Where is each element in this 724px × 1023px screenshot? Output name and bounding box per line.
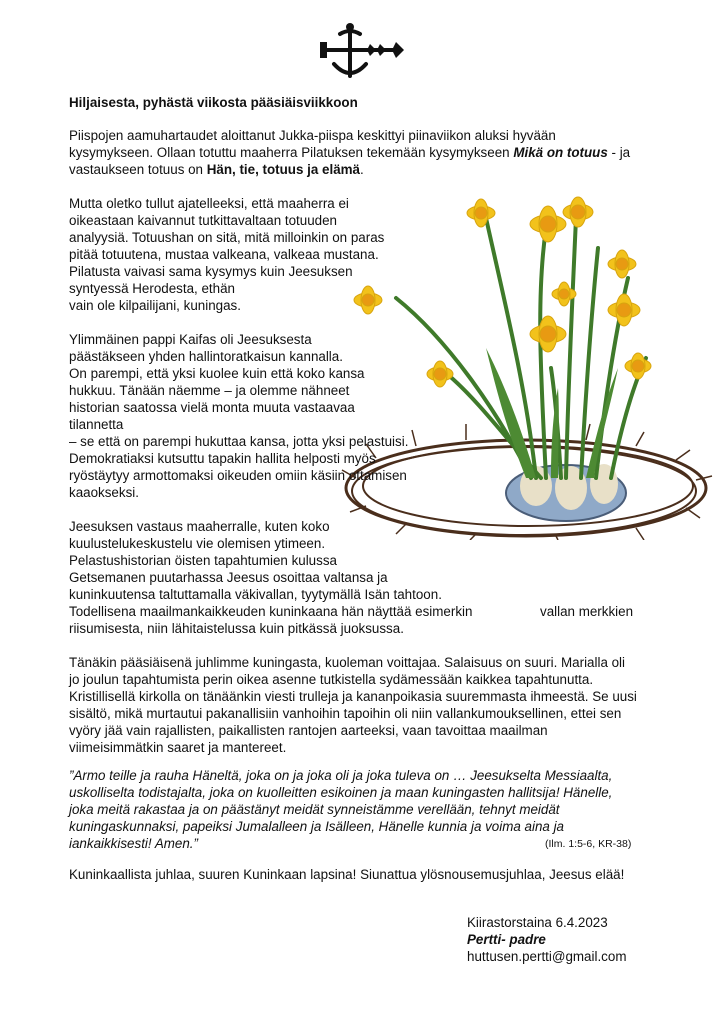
paragraph-5-line: jo joulun tapahtumista perin oikea asenne tutkistella sydämessään kaikkea tapahtunutta. <box>69 672 594 687</box>
article-title: Hiljaisesta, pyhästä viikosta pääsiäisviikkoon <box>69 95 358 110</box>
cross-anchor-logo-icon <box>320 22 404 82</box>
paragraph-3-line: Demokratiaksi kutsuttu tapakin hallita helposti myös <box>69 451 376 466</box>
paragraph-2-line: Pilatusta vaivasi sama kysymys kuin Jeesuksen <box>69 264 353 279</box>
paragraph-2-line: analyysiä. Totuushan on sitä, mitä milloinkin on paras <box>69 230 385 245</box>
paragraph-1-line: vastaukseen totuus on Hän, tie, totuus ja elämä. <box>69 162 364 177</box>
paragraph-2-line: pitää totuutena, mustaa valkeana, valkeaa mustana. <box>69 247 379 262</box>
question-emphasis: Mikä on totuus <box>513 145 608 160</box>
paragraph-4-line: kuulustelukeskustelu vie olemisen ytimeen. <box>69 536 326 551</box>
paragraph-3-line: hukkuu. Tänään näemme – ja olemme nähneet <box>69 383 350 398</box>
paragraph-5-line: Kristillisellä kirkolla on tänäänkin viesti trulleja ja kananpoikasia suuremmasta ihmeestä. Se uusi <box>69 689 637 704</box>
scripture-reference: (Ilm. 1:5-6, KR-38) <box>545 838 632 850</box>
paragraph-5-line: viimeisimmätkin saaret ja mantereet. <box>69 740 287 755</box>
paragraph-2-line: oikeastaan kaivannut tutkittavaltaan totuuden <box>69 213 338 228</box>
paragraph-4-line: Jeesuksen vastaus maaherralle, kuten koko <box>69 519 330 534</box>
paragraph-3-line: historian saatossa vielä monta muuta vastaavaa <box>69 400 355 415</box>
paragraph-4-line: Todellisena maailmankaikkeuden kuninkaana hän näyttää esimerkin <box>69 604 473 619</box>
scripture-quote-line: iankaikkisesti! Amen.” <box>69 836 198 851</box>
daffodil-flower-icon <box>608 294 640 326</box>
daffodil-flower-icon <box>530 316 566 352</box>
paragraph-5-line: sisältö, mikä murtautui pakanallisiin vanhoihin tapoihin oli niin vallankumouksellinen, ettei sen <box>69 706 622 721</box>
paragraph-3-line: Ylimmäinen pappi Kaifas oli Jeesuksesta <box>69 332 312 347</box>
paragraph-3-line: tilannetta <box>69 417 124 432</box>
paragraph-2-line: Mutta oletko tullut ajatelleeksi, että maaherra ei <box>69 196 349 211</box>
daffodil-flower-icon <box>467 199 495 227</box>
paragraph-4-line: Getsemanen puutarhassa Jeesus osoittaa valtansa ja <box>69 570 388 585</box>
paragraph-4-line: riisumisesta, niin lähitaistelussa kuin pitkässä juoksussa. <box>69 621 404 636</box>
paragraph-5-line: vyöry jää vain rajallisten, paikallisten rantojen aarteeksi, vaan tavoittaa maailman <box>69 723 548 738</box>
paragraph-2-line: syntyessä Herodesta, ethän <box>69 281 235 296</box>
daffodil-flower-icon <box>563 197 593 227</box>
signature-email: huttusen.pertti@gmail.com <box>467 949 627 964</box>
daffodil-flower-icon <box>354 286 382 314</box>
paragraph-4-line: Pelastushistorian öisten tapahtumien kulussa <box>69 553 337 568</box>
closing-greeting: Kuninkaallista juhlaa, suuren Kuninkaan lapsina! Siunattua ylösnousemusjuhlaa, Jeesus elää! <box>69 867 625 882</box>
scripture-quote-line: joka meitä rakastaa ja on päästänyt meidät synneistämme verellään, tehnyt meidät <box>69 802 560 817</box>
daffodil-thorn-crown-image <box>336 188 722 540</box>
daffodil-flower-icon <box>530 206 566 242</box>
paragraph-4-line: kuninkuutensa taltuttamalla väkivallan, tyytymällä Isän tahtoon. <box>69 587 442 602</box>
answer-emphasis: Hän, tie, totuus ja elämä <box>206 162 361 177</box>
scripture-quote-line: ”Armo teille ja rauha Häneltä, joka on ja joka oli ja joka tuleva on … Jeesukselta Messiaalta, <box>69 768 613 783</box>
paragraph-1-line: kysymykseen. Ollaan totuttu maaherra Pilatuksen tekemään kysymykseen Mikä on totuus - ja <box>69 145 631 160</box>
signature-date: Kiirastorstaina 6.4.2023 <box>467 915 608 930</box>
paragraph-4-aside: vallan merkkien <box>540 604 634 619</box>
paragraph-3-line: päästäkseen yhden hallintoratkaisun kannalla. <box>69 349 343 364</box>
daffodil-flower-icon <box>608 250 636 278</box>
paragraph-3-line: kaaokseksi. <box>69 485 139 500</box>
paragraph-3-line: – se että on parempi hukuttaa kansa, jotta yksi pelastuisi. <box>69 434 409 449</box>
paragraph-2-line: vain ole kilpailijani, kuningas. <box>69 298 241 313</box>
paragraph-5-line: Tänäkin pääsiäisenä juhlimme kuningasta, kuoleman voittajaa. Salaisuus on suuri. Marialla oli <box>69 655 626 670</box>
paragraph-3-line: On parempi, että yksi kuolee kuin että koko kansa <box>69 366 365 381</box>
scripture-quote-line: kuningaskunnaksi, papeiksi Jumalalleen ja Isälleen, Hänelle kunnia ja voima aina ja <box>69 819 565 834</box>
signature-name: Pertti- padre <box>467 932 546 947</box>
paragraph-1-line: Piispojen aamuhartaudet aloittanut Jukka-piispa keskittyi piinaviikon aluksi hyvään <box>69 128 556 143</box>
paragraph-3-line: ryöstäytyy armottomaksi oikeuden omiin käsiin ottamisen <box>69 468 407 483</box>
scripture-quote-line: uskolliselta todistajalta, joka on kuolleitten esikoinen ja maan kuningasten hallitsija! Hänelle, <box>69 785 613 800</box>
daffodil-flower-icon <box>427 361 453 387</box>
